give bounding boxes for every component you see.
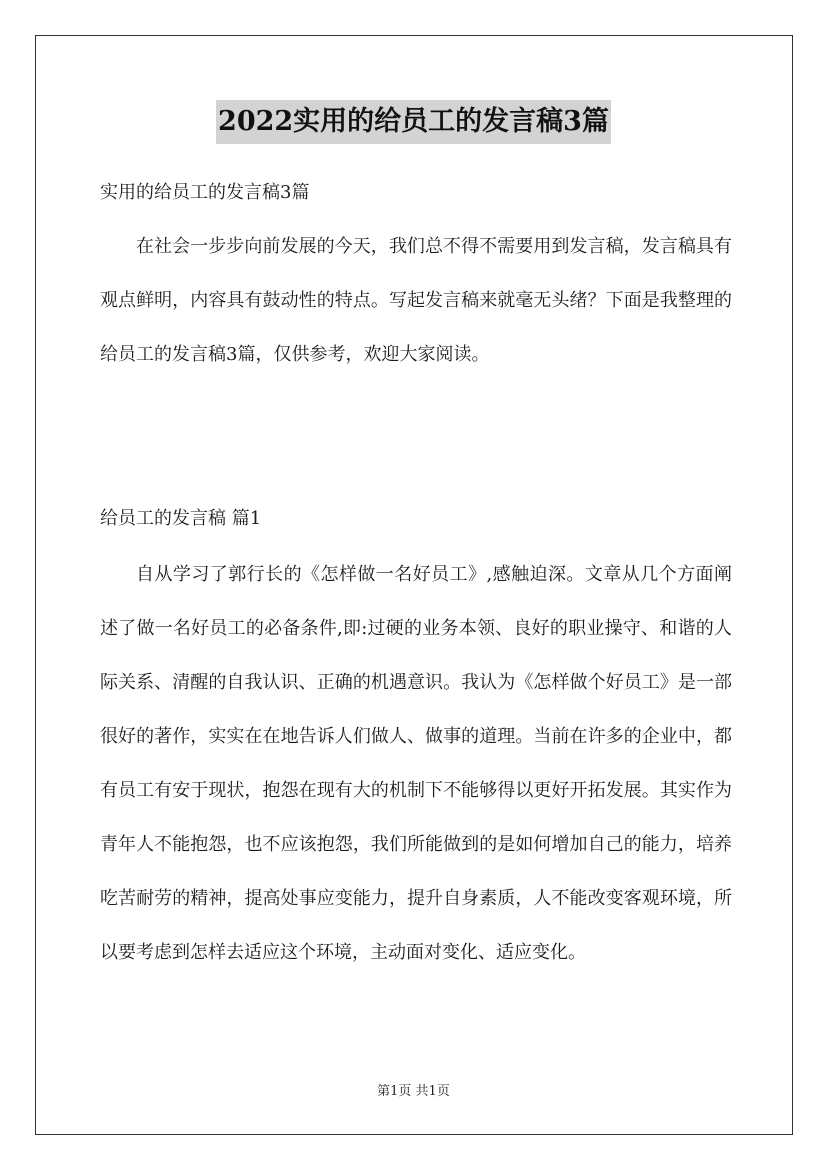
page-footer: 第1页 共1页	[377, 1084, 450, 1099]
document-subtitle: 实用的给员工的发言稿3篇	[100, 182, 310, 203]
document-title: 2022实用的给员工的发言稿3篇	[216, 100, 611, 144]
body-paragraph: 自从学习了郭行长的《怎样做一名好员工》,感触迫深。文章从几个方面阐述了做一名好员工的必备条件,即:过硬的业务本领、良好的职业操守、和谐的人际关系、清醒的自我认识、正确的机遇意识。我认为《怎样做个好员工》是一部很好的著作，实实在在地告诉人们做人、做事的道理。当前在许多的企业中，都有员工有安于现状，抱怨在现有大的机制下不能够得以更好开拓发展。其实作为青年人不能抱怨，也不应该抱怨，我们所能做到的是如何增加自己的能力，培养吃苦耐劳的精神，提高处事应变能力，提升自身素质，人不能改变客观环境，所以要考虑到怎样去适应这个环境，主动面对变化、适应变化。	[100, 564, 732, 963]
intro-paragraph: 在社会一步步向前发展的今天，我们总不得不需要用到发言稿，发言稿具有观点鲜明，内容具有鼓动性的特点。写起发言稿来就毫无头绪？下面是我整理的给员工的发言稿3篇，仅供参考，欢迎大家阅读。	[100, 236, 732, 365]
section-heading: 给员工的发言稿 篇1	[100, 508, 262, 529]
title-container	[0, 100, 827, 144]
